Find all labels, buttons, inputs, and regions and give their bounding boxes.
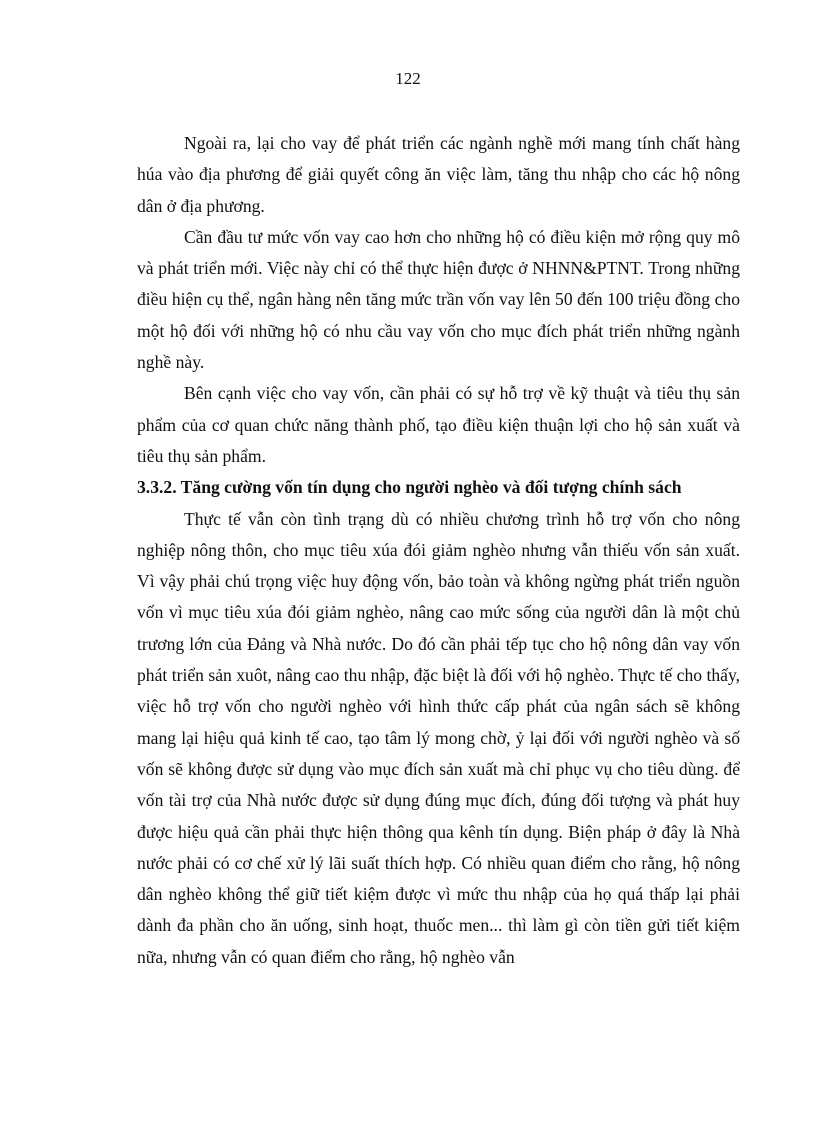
paragraph-new-industries: Ngoài ra, lại cho vay để phát triển các ngành nghề mới mang tính chất hàng húa vào địa phương để giải quyết công ăn việc làm, tăng thu nhập cho các hộ nông dân ở địa phương. (137, 133, 740, 216)
body-text (137, 128, 740, 973)
section-heading: 3.3.2. Tăng cường vốn tín dụng cho người nghèo và đối tượng chính sách (137, 477, 682, 498)
page-number: 122 (395, 69, 421, 88)
paragraph-technical-support: Bên cạnh việc cho vay vốn, cần phải có sự hỗ trợ về kỹ thuật và tiêu thụ sản phẩm của cơ quan chức năng thành phố, tạo điều kiện thuận lợi cho hộ sản xuất và tiêu thụ sản phẩm. (137, 383, 740, 466)
paragraph-higher-loans: Cần đầu tư mức vốn vay cao hơn cho những hộ có điều kiện mở rộng quy mô và phát triển mới. Việc này chỉ có thể thực hiện được ở NHNN&PTNT. Trong những điều hiện cụ thể, ngân hàng nên tăng mức trần vốn vay lên 50 đến 100 triệu đồng cho một hộ đối với những hộ có nhu cầu vay vốn cho mục đích phát triển những ngành nghề này. (137, 226, 740, 373)
paragraph-poverty-credit: Thực tế vẫn còn tình trạng dù có nhiều chương trình hỗ trợ vốn cho nông nghiệp nông thôn, cho mục tiêu xúa đói giảm nghèo nhưng vẫn thiếu vốn sản xuất. Vì vậy phải chú trọng việc huy động vốn, bảo toàn và không ngừng phát triển nguồn vốn vì mục tiêu xúa đói giảm nghèo, nâng cao mức sống của người dân là một chủ trương lớn của Đảng và Nhà nước. Do đó cần phải tếp tục cho hộ nông dân vay vốn phát triển sản xuôt, nâng cao thu nhập, đặc biệt là đối với hộ nghèo. Thực tế cho thấy, việc hỗ trợ vốn cho người nghèo với hình thức cấp phát của ngân sách sẽ không mang lại hiệu quả kinh tế cao, tạo tâm lý mong chờ, ỷ lại đối với người nghèo và số vốn sẽ không được sử dụng vào mục đích sản xuất mà chỉ phục vụ cho tiêu dùng. để vốn tài trợ của Nhà nước được sử dụng đúng mục đích, đúng đối tượng và phát huy được hiệu quả cần phải thực hiện thông qua kênh tín dụng. Biện pháp ở đây là Nhà nước phải có cơ chế xử lý lãi suất thích hợp. Có nhiều quan điểm cho rằng, hộ nông dân nghèo không thể giữ tiết kiệm được vì mức thu nhập của họ quá thấp lại phải dành đa phần cho ăn uống, sinh hoạt, thuốc men... thì làm gì còn tiền gửi tiết kiệm nữa, nhưng vẫn có quan điểm cho rằng, hộ nghèo vẫn (137, 508, 740, 967)
